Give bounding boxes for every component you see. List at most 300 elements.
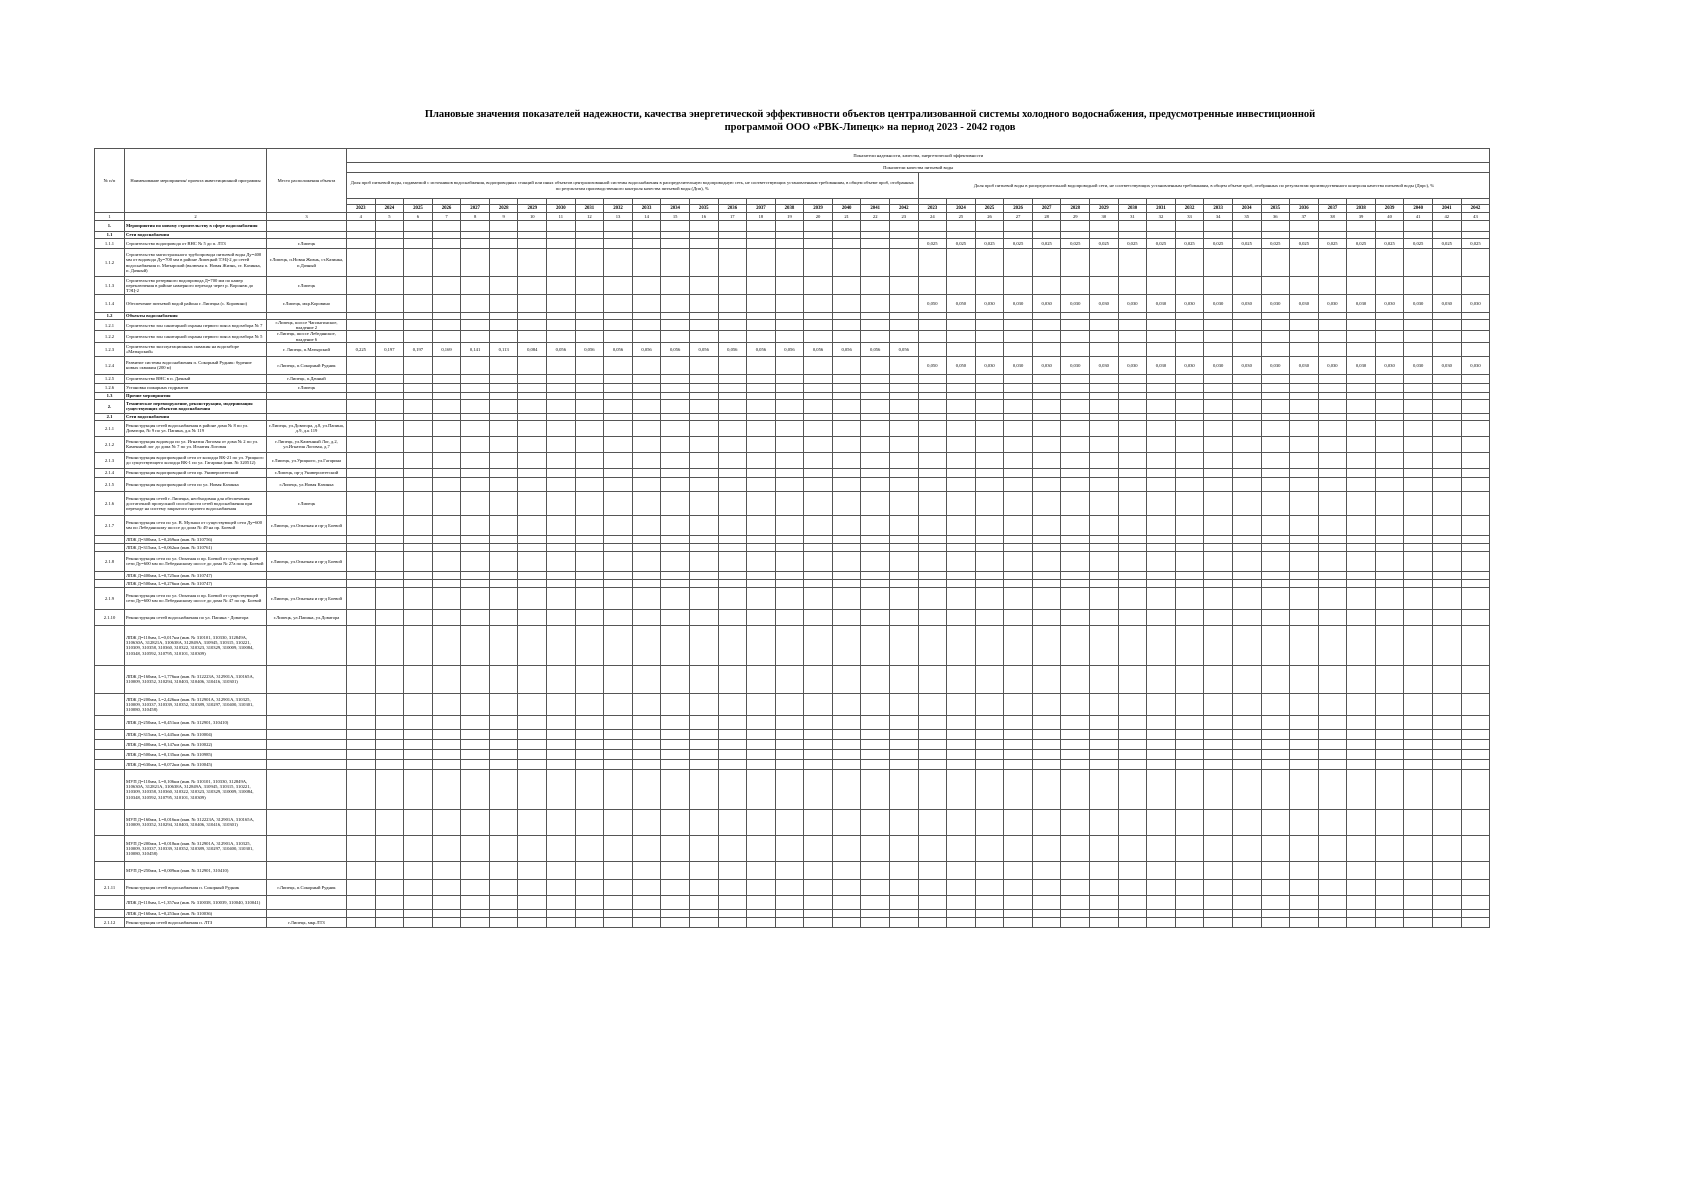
value-cell-right: 0,050	[947, 295, 976, 313]
value-cell-left	[547, 587, 576, 609]
value-cell-right	[1118, 587, 1147, 609]
row-place: г.Липецк, ул.Каменный Лог, д.2, ул.Игнатия Логовая, д.7	[267, 436, 347, 452]
value-cell-right	[975, 759, 1004, 769]
value-cell-left	[889, 239, 918, 249]
value-cell-right	[1432, 535, 1461, 543]
value-cell-right	[1318, 452, 1347, 468]
value-cell-left	[747, 609, 776, 625]
value-cell-right	[1175, 477, 1204, 491]
value-cell-right	[1232, 749, 1261, 759]
value-cell-right	[1404, 625, 1433, 665]
row-name: Реконструкция сетей водоснабжения п. ЛТЗ	[125, 917, 267, 927]
value-cell-right	[1032, 491, 1061, 515]
value-cell-right	[1232, 392, 1261, 399]
value-cell-right	[1032, 749, 1061, 759]
value-cell-right	[1061, 374, 1090, 383]
value-cell-left	[775, 625, 804, 665]
value-cell-left	[375, 739, 404, 749]
value-cell-left	[575, 515, 604, 535]
value-cell-right	[1175, 665, 1204, 693]
value-cell-right	[1004, 809, 1033, 835]
row-place: г.Липецк, ул.Папина, ул.Доватора	[267, 609, 347, 625]
value-cell-left	[661, 277, 690, 295]
value-cell-left	[861, 320, 890, 331]
value-cell-left	[432, 295, 461, 313]
row-number	[95, 543, 125, 551]
value-cell-right	[1175, 729, 1204, 739]
value-cell-left	[747, 571, 776, 579]
value-cell-left	[604, 331, 633, 342]
value-cell-left	[347, 895, 376, 909]
value-cell-right	[947, 579, 976, 587]
value-cell-right: 0,025	[1318, 239, 1347, 249]
value-cell-right	[1404, 221, 1433, 232]
row-name: ЛПЖ Д=250мм, L=0,451км (инв. № 312901, 310410)	[125, 715, 267, 729]
row-number: 2.1.8	[95, 551, 125, 571]
value-cell-left	[461, 356, 490, 374]
value-cell-left	[461, 579, 490, 587]
value-cell-left	[689, 436, 718, 452]
value-cell-right	[1032, 909, 1061, 917]
value-cell-right	[1232, 587, 1261, 609]
value-cell-right	[1432, 543, 1461, 551]
value-cell-left	[632, 895, 661, 909]
value-cell-right	[1461, 769, 1490, 809]
value-cell-right	[1061, 232, 1090, 239]
value-cell-left	[404, 693, 433, 715]
value-cell-right	[1432, 342, 1461, 356]
value-cell-right	[1232, 477, 1261, 491]
value-cell-left	[718, 313, 747, 320]
value-cell-right	[1147, 515, 1176, 535]
year-header-left: 2028	[489, 205, 518, 213]
value-cell-right	[1061, 543, 1090, 551]
value-cell-left	[404, 356, 433, 374]
value-cell-right	[1175, 420, 1204, 436]
value-cell-right	[975, 879, 1004, 895]
value-cell-left	[747, 551, 776, 571]
year-header-right: 2042	[1461, 205, 1490, 213]
value-cell-left	[632, 739, 661, 749]
value-cell-left	[461, 313, 490, 320]
value-cell-right	[1090, 587, 1119, 609]
value-cell-right	[1318, 468, 1347, 477]
value-cell-left	[718, 909, 747, 917]
value-cell-left	[832, 769, 861, 809]
value-cell-right	[1147, 739, 1176, 749]
value-cell-right	[1232, 609, 1261, 625]
value-cell-right	[1061, 392, 1090, 399]
value-cell-right	[1461, 665, 1490, 693]
value-cell-right	[1061, 221, 1090, 232]
value-cell-left	[375, 374, 404, 383]
value-cell-left	[575, 295, 604, 313]
value-cell-right	[918, 477, 947, 491]
value-cell-right	[975, 468, 1004, 477]
value-cell-left	[404, 436, 433, 452]
value-cell-right	[1032, 331, 1061, 342]
value-cell-left	[832, 239, 861, 249]
value-cell-left	[689, 383, 718, 392]
value-cell-left	[775, 917, 804, 927]
value-cell-right	[1032, 917, 1061, 927]
value-cell-left	[518, 879, 547, 895]
value-cell-right	[1261, 693, 1290, 715]
value-cell-right	[1261, 313, 1290, 320]
year-header-left: 2027	[461, 205, 490, 213]
value-cell-right	[1375, 587, 1404, 609]
value-cell-left	[547, 861, 576, 879]
value-cell-left	[661, 221, 690, 232]
value-cell-left	[832, 579, 861, 587]
value-cell-left	[575, 392, 604, 399]
value-cell-left	[489, 277, 518, 295]
value-cell-right: 0,025	[1261, 239, 1290, 249]
value-cell-left	[518, 729, 547, 739]
value-cell-right	[1375, 835, 1404, 861]
value-cell-right	[1204, 221, 1233, 232]
value-cell-right	[1032, 313, 1061, 320]
value-cell-right	[918, 609, 947, 625]
value-cell-left	[632, 693, 661, 715]
value-cell-left	[632, 399, 661, 413]
value-cell-right	[918, 543, 947, 551]
value-cell-left	[375, 895, 404, 909]
value-cell-left	[547, 729, 576, 739]
value-cell-left	[518, 420, 547, 436]
year-header-right: 2025	[975, 205, 1004, 213]
value-cell-right	[1461, 436, 1490, 452]
table-row	[95, 392, 1490, 399]
value-cell-left	[604, 625, 633, 665]
value-cell-left	[461, 809, 490, 835]
value-cell-right	[1090, 729, 1119, 739]
value-cell-left	[689, 809, 718, 835]
value-cell-right	[1261, 749, 1290, 759]
row-place	[267, 693, 347, 715]
value-cell-left	[575, 715, 604, 729]
value-cell-left	[804, 491, 833, 515]
value-cell-left	[861, 535, 890, 543]
value-cell-left	[604, 809, 633, 835]
value-cell-left	[718, 468, 747, 477]
value-cell-left	[889, 895, 918, 909]
value-cell-left	[861, 277, 890, 295]
value-cell-left: 0,056	[661, 342, 690, 356]
value-cell-right	[1061, 420, 1090, 436]
value-cell-left	[404, 769, 433, 809]
row-name: ЛПЖ Д=160мм, L=1,776км (инв. № 312223А, 312901А, 310165А, 310009, 310352, 310294, 310403, 310406, 310416, 310301)	[125, 665, 267, 693]
value-cell-right	[1347, 436, 1376, 452]
value-cell-left	[832, 917, 861, 927]
value-cell-left	[747, 515, 776, 535]
value-cell-right	[1204, 729, 1233, 739]
value-cell-left	[889, 477, 918, 491]
value-cell-left	[632, 239, 661, 249]
value-cell-right	[1347, 895, 1376, 909]
value-cell-left	[604, 579, 633, 587]
row-place	[267, 413, 347, 420]
value-cell-right	[1318, 861, 1347, 879]
value-cell-left	[747, 477, 776, 491]
value-cell-left	[489, 535, 518, 543]
value-cell-right	[1261, 587, 1290, 609]
value-cell-left	[889, 452, 918, 468]
value-cell-left	[775, 739, 804, 749]
value-cell-left	[832, 413, 861, 420]
value-cell-right: 0,030	[1175, 295, 1204, 313]
value-cell-right	[1347, 420, 1376, 436]
year-header-left: 2042	[889, 205, 918, 213]
value-cell-right	[1118, 759, 1147, 769]
value-cell-right	[1147, 249, 1176, 277]
row-number	[95, 579, 125, 587]
value-cell-right: 0,030	[1090, 356, 1119, 374]
value-cell-right	[1004, 436, 1033, 452]
year-header-right: 2032	[1175, 205, 1204, 213]
row-place: г.Липецк, мкр.Коровино	[267, 295, 347, 313]
header-left-group: Доля проб питьевой воды, подаваемой с источников водоснабжения, водопроводных станций или иных объектов централизованной системы водоснабжения в распределительную водопроводную сеть, не соответствующих установленным требованиям, в общем объеме проб, отобранных по результатам производственного контроля качества питьевой воды (Дпп), %	[347, 173, 919, 199]
row-name: ЛПЖ Д=400мм, L=0,725км (инв. № 310747)	[125, 571, 267, 579]
value-cell-right: 0,030	[1404, 356, 1433, 374]
value-cell-left	[489, 436, 518, 452]
value-cell-left	[432, 715, 461, 729]
value-cell-left	[832, 729, 861, 739]
value-cell-left	[347, 221, 376, 232]
value-cell-left	[861, 809, 890, 835]
value-cell-left	[547, 313, 576, 320]
value-cell-right	[1147, 399, 1176, 413]
value-cell-left	[747, 420, 776, 436]
year-header-right: 2033	[1204, 205, 1233, 213]
row-place: г.Липецк, ул.Опытная и пр-д Боевой	[267, 587, 347, 609]
value-cell-left	[861, 392, 890, 399]
value-cell-left	[775, 587, 804, 609]
value-cell-right	[1004, 313, 1033, 320]
value-cell-left	[804, 571, 833, 579]
value-cell-right	[1261, 759, 1290, 769]
value-cell-right	[918, 491, 947, 515]
value-cell-left	[432, 571, 461, 579]
value-cell-left	[832, 625, 861, 665]
table-row	[95, 399, 1490, 413]
value-cell-left	[404, 739, 433, 749]
value-cell-left	[604, 436, 633, 452]
value-cell-left	[632, 331, 661, 342]
value-cell-right: 0,025	[1432, 239, 1461, 249]
value-cell-right	[1318, 535, 1347, 543]
value-cell-left	[861, 232, 890, 239]
value-cell-right	[1175, 374, 1204, 383]
value-cell-right	[1261, 221, 1290, 232]
value-cell-left	[632, 420, 661, 436]
value-cell-left	[689, 515, 718, 535]
value-cell-left	[861, 313, 890, 320]
value-cell-right	[1004, 374, 1033, 383]
value-cell-right	[975, 374, 1004, 383]
value-cell-left	[718, 543, 747, 551]
value-cell-left	[861, 879, 890, 895]
value-cell-right	[1461, 917, 1490, 927]
column-number: 31	[1118, 213, 1147, 221]
value-cell-left	[575, 729, 604, 739]
row-place	[267, 665, 347, 693]
value-cell-left	[861, 239, 890, 249]
value-cell-right: 0,025	[947, 239, 976, 249]
value-cell-right	[1290, 452, 1319, 468]
value-cell-left: 0,056	[832, 342, 861, 356]
value-cell-right	[1004, 665, 1033, 693]
value-cell-left	[404, 320, 433, 331]
value-cell-left	[547, 739, 576, 749]
value-cell-left	[375, 436, 404, 452]
value-cell-right	[1347, 342, 1376, 356]
value-cell-left	[632, 515, 661, 535]
value-cell-left	[375, 835, 404, 861]
value-cell-right	[1461, 232, 1490, 239]
value-cell-left	[718, 436, 747, 452]
value-cell-left	[804, 356, 833, 374]
value-cell-left	[775, 413, 804, 420]
value-cell-right	[1318, 277, 1347, 295]
value-cell-right	[1461, 342, 1490, 356]
value-cell-right	[1175, 715, 1204, 729]
value-cell-right	[1232, 342, 1261, 356]
value-cell-right	[1232, 374, 1261, 383]
value-cell-right	[947, 879, 976, 895]
value-cell-right	[947, 587, 976, 609]
value-cell-left	[404, 277, 433, 295]
value-cell-left	[775, 436, 804, 452]
value-cell-right	[1290, 413, 1319, 420]
value-cell-left	[404, 579, 433, 587]
value-cell-right	[975, 515, 1004, 535]
value-cell-left	[604, 895, 633, 909]
value-cell-right	[1175, 277, 1204, 295]
row-number: 1.2.4	[95, 356, 125, 374]
value-cell-left	[747, 221, 776, 232]
value-cell-left	[718, 331, 747, 342]
year-header-right: 2037	[1318, 205, 1347, 213]
value-cell-left	[804, 452, 833, 468]
value-cell-left	[461, 413, 490, 420]
value-cell-right	[975, 342, 1004, 356]
value-cell-left	[661, 356, 690, 374]
value-cell-left	[832, 277, 861, 295]
row-name: МУП Д=200мм, L=0,018км (инв. № 312901А, 312901А, 310325, 310009, 310337, 310339, 310352, 310389, 310297, 310400, 310301, 310080, 310458)	[125, 835, 267, 861]
value-cell-right	[1004, 399, 1033, 413]
value-cell-right	[1261, 413, 1290, 420]
value-cell-right	[1290, 835, 1319, 861]
value-cell-right	[1147, 571, 1176, 579]
value-cell-right	[1204, 374, 1233, 383]
value-cell-left	[518, 759, 547, 769]
value-cell-left	[889, 769, 918, 809]
value-cell-right	[1004, 383, 1033, 392]
row-place	[267, 715, 347, 729]
value-cell-right	[1118, 277, 1147, 295]
value-cell-right	[1290, 861, 1319, 879]
value-cell-left	[832, 551, 861, 571]
value-cell-right	[1032, 468, 1061, 477]
value-cell-left	[889, 399, 918, 413]
value-cell-left	[375, 239, 404, 249]
value-cell-left	[518, 413, 547, 420]
value-cell-right	[947, 468, 976, 477]
value-cell-right	[1375, 543, 1404, 551]
value-cell-right	[1375, 749, 1404, 759]
value-cell-left	[632, 579, 661, 587]
year-header-left: 2034	[661, 205, 690, 213]
value-cell-right	[947, 729, 976, 739]
row-place: г.Липецк, шоссе Чаплыгинское, владение 2	[267, 320, 347, 331]
value-cell-right	[1432, 436, 1461, 452]
value-cell-left	[404, 249, 433, 277]
value-cell-right	[1032, 729, 1061, 739]
value-cell-right	[1432, 277, 1461, 295]
row-place: г.Липецк, п.Сокорный Рудник	[267, 879, 347, 895]
year-header-left: 2038	[775, 205, 804, 213]
value-cell-left	[861, 295, 890, 313]
value-cell-left: 0,225	[347, 342, 376, 356]
value-cell-left	[404, 383, 433, 392]
value-cell-right	[947, 374, 976, 383]
value-cell-left	[375, 420, 404, 436]
value-cell-right	[947, 739, 976, 749]
value-cell-right	[1261, 342, 1290, 356]
value-cell-right	[1404, 587, 1433, 609]
value-cell-right	[1290, 769, 1319, 809]
year-header-right: 2034	[1232, 205, 1261, 213]
value-cell-left	[832, 543, 861, 551]
value-cell-left	[889, 420, 918, 436]
value-cell-right	[1347, 232, 1376, 239]
value-cell-right	[1347, 477, 1376, 491]
table-row	[95, 809, 1490, 835]
value-cell-right	[918, 729, 947, 739]
value-cell-right	[1375, 383, 1404, 392]
value-cell-right	[1375, 609, 1404, 625]
value-cell-left	[604, 665, 633, 693]
value-cell-left	[832, 759, 861, 769]
value-cell-left	[804, 769, 833, 809]
value-cell-left	[861, 715, 890, 729]
value-cell-right	[1318, 571, 1347, 579]
value-cell-left	[889, 392, 918, 399]
value-cell-right	[1461, 320, 1490, 331]
row-number: 1.1.4	[95, 295, 125, 313]
value-cell-right	[1204, 535, 1233, 543]
table-row	[95, 342, 1490, 356]
value-cell-left	[661, 609, 690, 625]
column-number: 39	[1347, 213, 1376, 221]
value-cell-left	[832, 249, 861, 277]
value-cell-right	[1175, 759, 1204, 769]
value-cell-left	[404, 759, 433, 769]
value-cell-right	[1461, 249, 1490, 277]
value-cell-left	[889, 809, 918, 835]
value-cell-right	[1004, 835, 1033, 861]
row-name: Строительство ВНС в п. Дачный	[125, 374, 267, 383]
value-cell-left	[689, 579, 718, 587]
value-cell-left	[404, 232, 433, 239]
value-cell-left	[404, 609, 433, 625]
value-cell-left	[489, 452, 518, 468]
table-row	[95, 452, 1490, 468]
value-cell-left	[461, 749, 490, 759]
value-cell-right	[1404, 413, 1433, 420]
value-cell-left	[575, 543, 604, 551]
